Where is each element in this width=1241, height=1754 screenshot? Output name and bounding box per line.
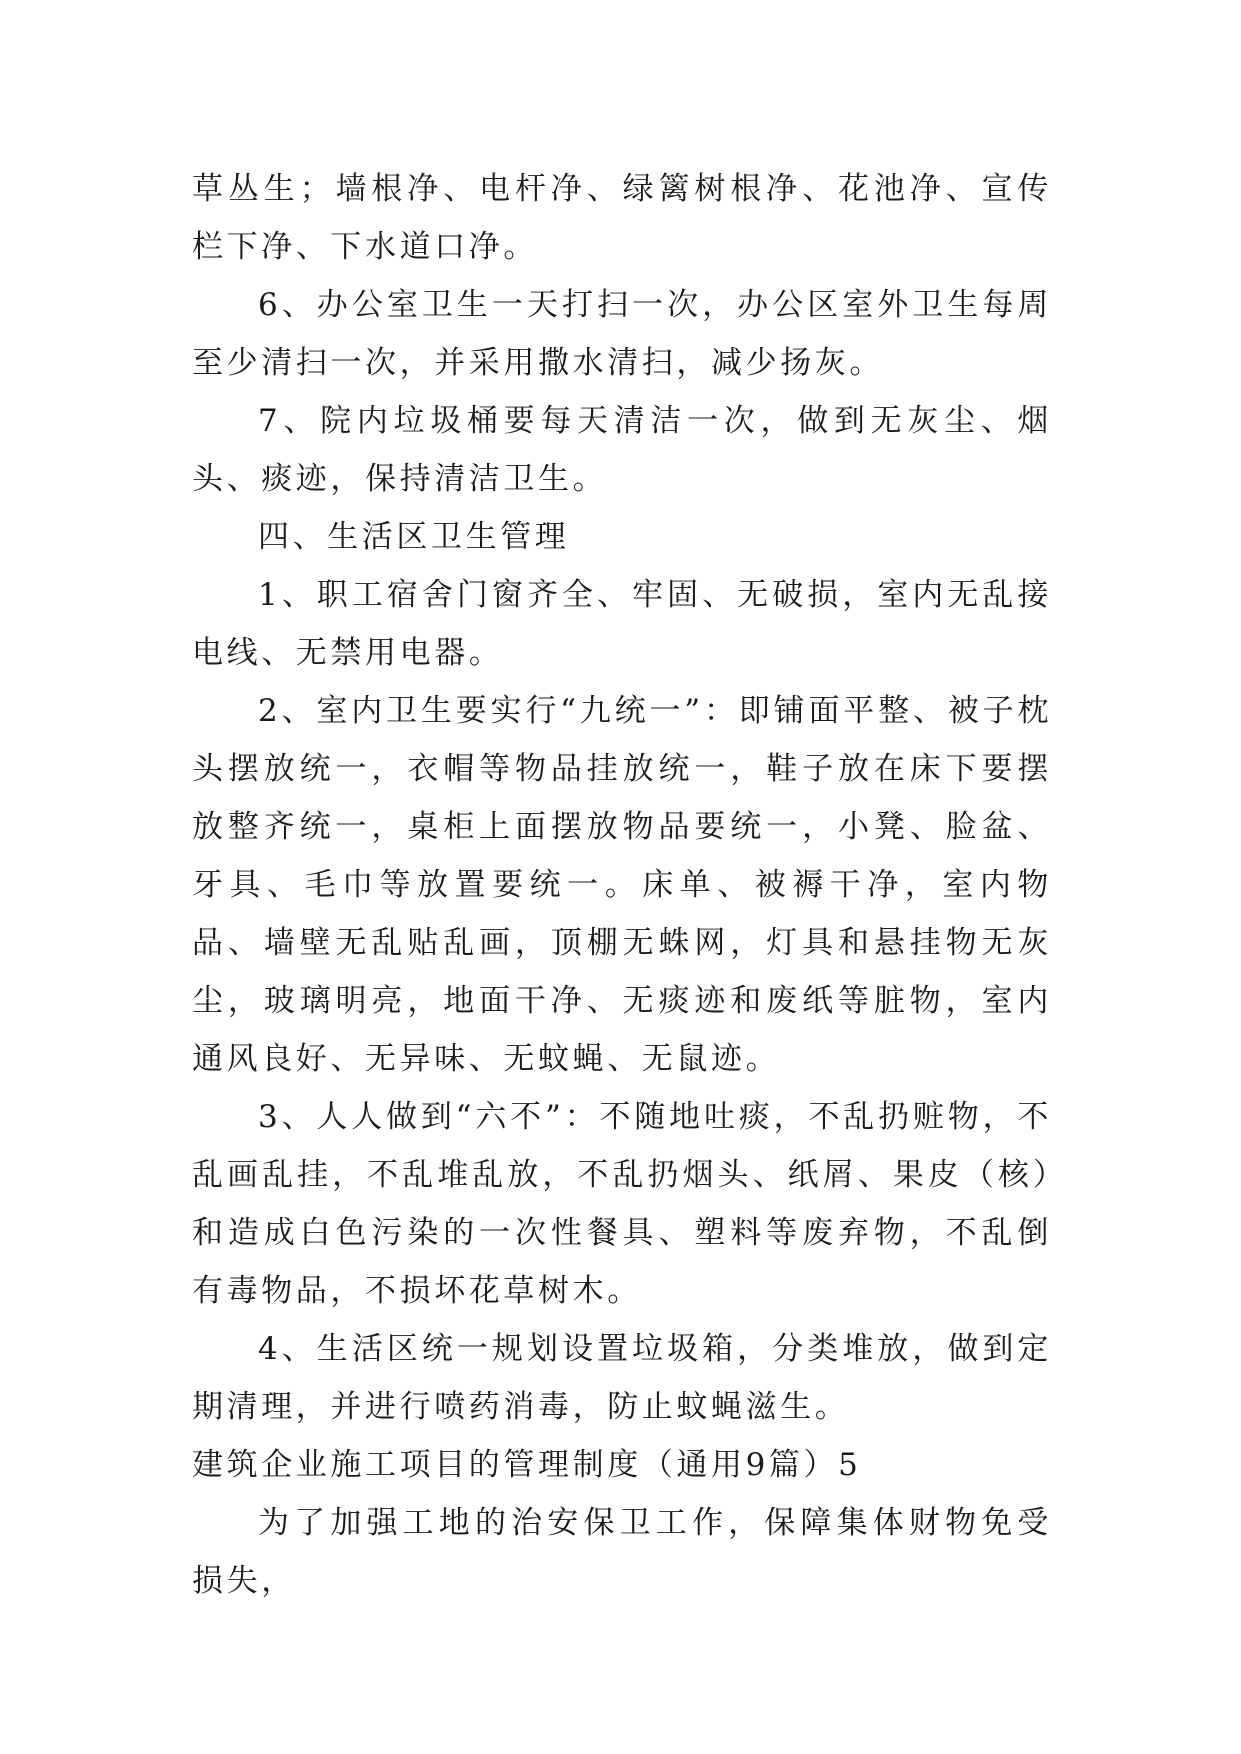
paragraph-item-4: 4、生活区统一规划设置垃圾箱，分类堆放，做到定期清理，并进行喷药消毒，防止蚊蝇滋生。 (192, 1331, 1052, 1425)
section-heading-living-area: 四、生活区卫生管理 (258, 519, 570, 555)
paragraph-item-1: 1、职工宿舍门窗齐全、牢固、无破损，室内无乱接电线、无禁用电器。 (192, 577, 1052, 671)
paragraph-intro: 为了加强工地的治安保卫工作，保障集体财物免受损失， (192, 1505, 1052, 1599)
paragraph-item-3: 3、人人做到“六不”：不随地吐痰，不乱扔赃物，不乱画乱挂，不乱堆乱放，不乱扔烟头、纸屑、果皮（核）和造成白色污染的一次性餐具、塑料等废弃物，不乱倒有毒物品，不损坏花草树木。 (192, 1099, 1052, 1309)
document-page (192, 160, 1052, 1610)
paragraph-item-6: 6、办公室卫生一天打扫一次，办公区室外卫生每周至少清扫一次，并采用撒水清扫，减少扬灰。 (192, 287, 1052, 381)
paragraph-continuation: 草丛生；墙根净、电杆净、绿篱树根净、花池净、宣传栏下净、下水道口净。 (192, 171, 1052, 265)
paragraph-item-7: 7、院内垃圾桶要每天清洁一次，做到无灰尘、烟头、痰迹，保持清洁卫生。 (192, 403, 1052, 497)
article-title: 建筑企业施工项目的管理制度（通用9篇）5 (192, 1447, 862, 1483)
paragraph-item-2: 2、室内卫生要实行“九统一”：即铺面平整、被子枕头摆放统一，衣帽等物品挂放统一，鞋子放在床下要摆放整齐统一，桌柜上面摆放物品要统一，小凳、脸盆、牙具、毛巾等放置要统一。床单、被褥干净，室内物品、墙壁无乱贴乱画，顶棚无蛛网，灯具和悬挂物无灰尘，玻璃明亮，地面干净、无痰迹和废纸等脏物，室内通风良好、无异味、无蚊蝇、无鼠迹。 (192, 693, 1052, 1077)
